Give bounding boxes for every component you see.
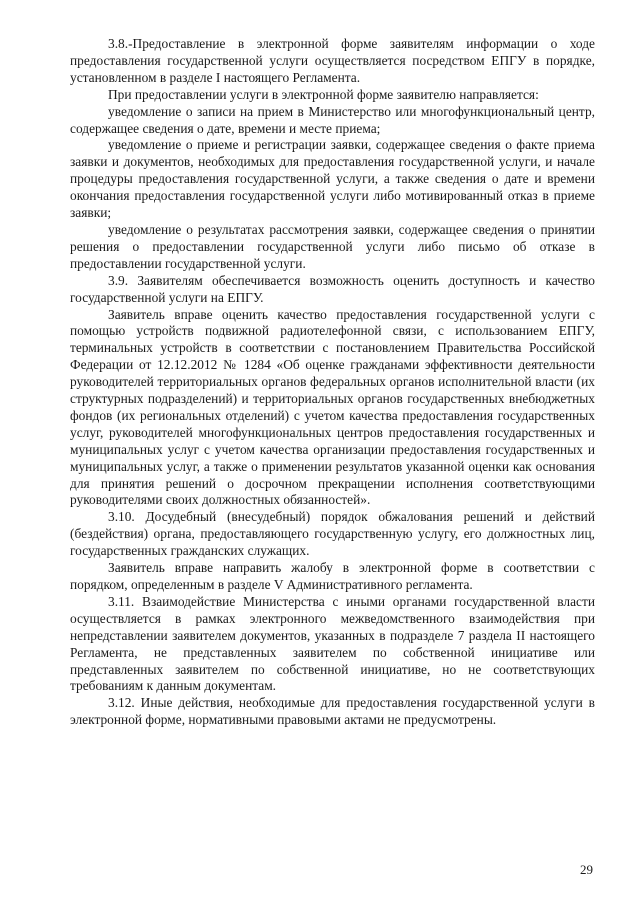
- paragraph-quality-assessment: Заявитель вправе оценить качество предоставления государственной услуги с помощью устройств подвижной радиотелефонной связи, с использованием ЕПГУ, терминальных устройств в соответствии с постановлением Правительства Российской Федерации от 12.12.2012 № 1284 «Об оценке гражданами эффективности деятельности руководителей территориальных органов федеральных органов исполнительной власти (их структурных подразделений) и территориальных органов государственных внебюджетных фондов (их региональных отделений) с учетом качества предоставления государственных услуг, руководителей многофункциональных центров предоставления государственных и муниципальных услуг с учетом качества организации предоставления государственных и муниципальных услуг, а также о применении результатов указанной оценки как основания для принятия решений о досрочном прекращении исполнения соответствующими руководителями своих должностных обязанностей».: [70, 306, 595, 508]
- paragraph-result-notice: уведомление о результатах рассмотрения заявки, содержащее сведения о принятии решения о предоставлении государственной услуги либо письмо об отказе в предоставлении государственной услуги.: [70, 221, 595, 271]
- document-body: [70, 36, 595, 729]
- paragraph-3-12: 3.12. Иные действия, необходимые для предоставления государственной услуги в электронной форме, нормативными правовыми актами не предусмотрены.: [70, 695, 595, 728]
- paragraph-3-11: 3.11. Взаимодействие Министерства с иными органами государственной власти осуществляется в рамках электронного межведомственного взаимодействия при непредставлении заявителем документов, указанных в подразделе 7 раздела II настоящего Регламента, не представленных заявителем по собственной инициативе или представленных заявителем по собственной инициативе, но не соответствующих требованиям к данным документам.: [70, 593, 595, 694]
- paragraph-complaint: Заявитель вправе направить жалобу в электронной форме в соответствии с порядком, определенным в разделе V Административного регламента.: [70, 560, 595, 592]
- paragraph-receipt-notice: уведомление о приеме и регистрации заявки, содержащее сведения о факте приема заявки и документов, необходимых для предоставления государственной услуги, и начале процедуры предоставления государственной услуги, а также сведения о дате и времени окончания предоставления государственной услуги либо мотивированный отказ в приеме заявки;: [70, 137, 595, 221]
- paragraph-3-8: 3.8.-Предоставление в электронной форме заявителям информации о ходе предоставления государственной услуги осуществляется посредством ЕПГУ в порядке, установленном в разделе I настоящего Регламента.: [70, 36, 595, 85]
- paragraph-3-10: 3.10. Досудебный (внесудебный) порядок обжалования решений и действий (бездействия) органа, предоставляющего государственную услугу, его должностных лиц, государственных гражданских служащих.: [70, 509, 595, 559]
- paragraph-3-9: 3.9. Заявителям обеспечивается возможность оценить доступность и качество государственной услуги на ЕПГУ.: [70, 272, 595, 305]
- page-number: 29: [580, 862, 593, 877]
- paragraph-notifications-intro: При предоставлении услуги в электронной форме заявителю направляется:: [108, 86, 539, 102]
- paragraph-appointment-notice: уведомление о записи на прием в Министерство или многофункциональный центр, содержащее сведения о дате, времени и месте приема;: [70, 103, 595, 136]
